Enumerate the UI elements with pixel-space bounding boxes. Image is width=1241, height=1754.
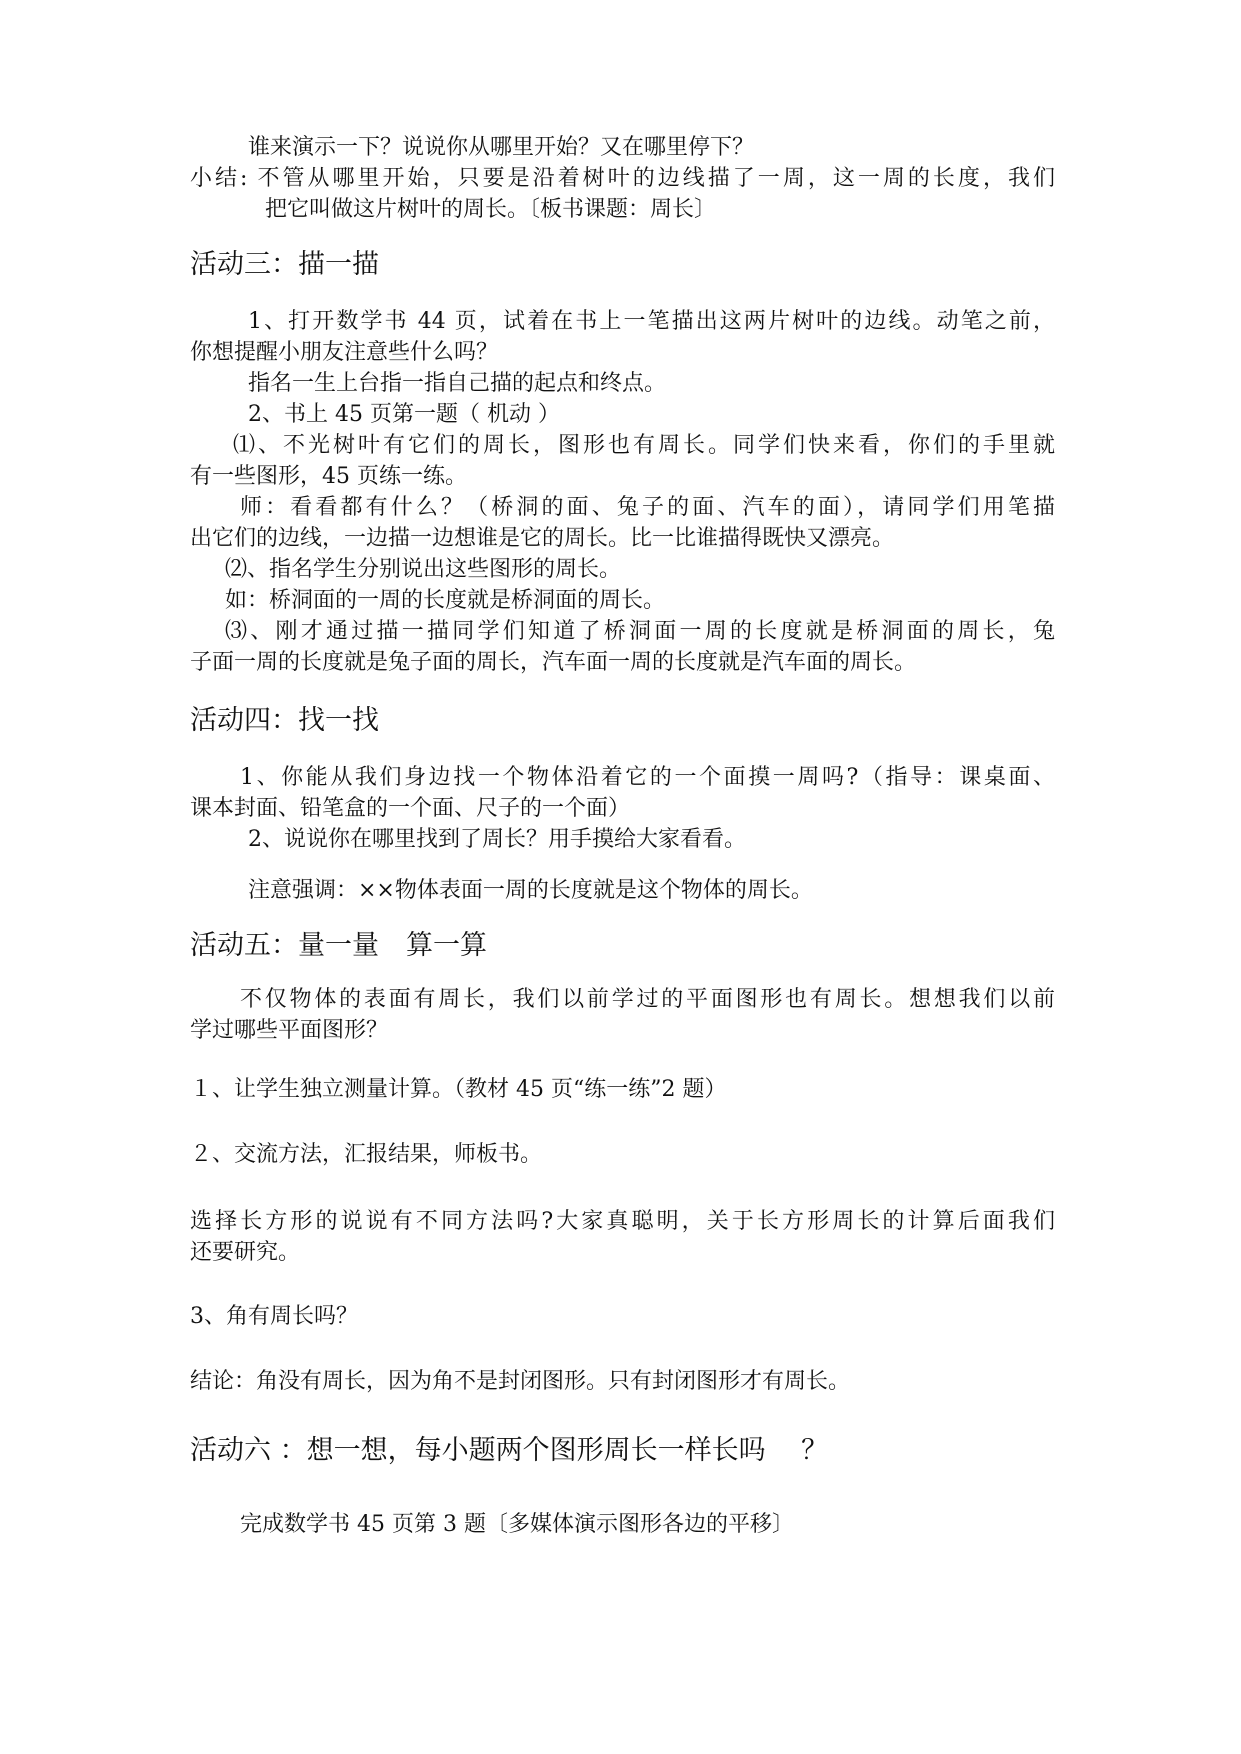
activity3-p3: 2、书上 45 页第一题（ 机动 ）	[248, 402, 560, 427]
activity3-p5-line2: 出它们的边线，一边描一边想谁是它的周长。比一比谁描得既快又漂亮。	[190, 526, 895, 551]
activity3-p1-line2: 你想提醒小朋友注意些什么吗？	[190, 340, 499, 365]
activity5-heading: 活动五：量一量 算一算	[190, 930, 487, 961]
activity3-p4-line2: 有一些图形，45 页练一练。	[190, 464, 467, 489]
activity4-p2: 2、说说你在哪里找到了周长？用手摸给大家看看。	[248, 827, 746, 852]
activity4-p1-line2: 课本封面、铅笔盒的一个面、尺子的一个面）	[190, 796, 631, 821]
activity3-p8-line1: ⑶、刚才通过描一描同学们知道了桥洞面一周的长度就是桥洞面的周长，兔	[225, 619, 1055, 644]
activity5-p5: 3、角有周长吗？	[190, 1304, 358, 1329]
activity5-p3: ２、交流方法，汇报结果，师板书。	[190, 1142, 543, 1167]
activity3-p2: 指名一生上台指一指自己描的起点和终点。	[248, 371, 667, 396]
summary-line-2: 把它叫做这片树叶的周长。〔板书课题：周长〕	[265, 197, 717, 222]
activity5-p4-line2: 还要研究。	[190, 1240, 301, 1265]
activity3-p4-line1: ⑴、不光树叶有它们的周长，图形也有周长。同学们快来看，你们的手里就	[233, 433, 1055, 458]
activity5-p1-line2: 学过哪些平面图形？	[190, 1018, 389, 1043]
activity3-p8-line2: 子面一周的长度就是兔子面的周长，汽车面一周的长度就是汽车面的周长。	[190, 650, 917, 675]
activity5-p4-line1: 选择长方形的说说有不同方法吗?大家真聪明，关于长方形周长的计算后面我们	[190, 1209, 1055, 1234]
activity3-p1-line1: 1、打开数学书 44 页，试着在书上一笔描出这两片树叶的边线。动笔之前，	[248, 309, 1055, 334]
activity3-p6: ⑵、指名学生分别说出这些图形的周长。	[225, 557, 622, 582]
activity5-p1-line1: 不仅物体的表面有周长，我们以前学过的平面图形也有周长。想想我们以前	[240, 987, 1055, 1012]
activity6-p1: 完成数学书 45 页第 3 题〔多媒体演示图形各边的平移〕	[240, 1512, 794, 1537]
intro-line: 谁来演示一下？说说你从哪里开始？又在哪里停下？	[248, 135, 755, 160]
activity3-heading: 活动三：描一描	[190, 249, 379, 280]
activity5-p6: 结论：角没有周长，因为角不是封闭图形。只有封闭图形才有周长。	[190, 1369, 851, 1394]
activity4-p3: 注意强调：××物体表面一周的长度就是这个物体的周长。	[248, 878, 813, 903]
summary-line-1: 小结: 不管从哪里开始，只要是沿着树叶的边线描了一周，这一周的长度，我们	[190, 166, 1055, 191]
activity3-p5-line1: 师：看看都有什么？（桥洞的面、兔子的面、汽车的面），请同学们用笔描	[240, 495, 1055, 520]
activity4-p1-line1: 1、你能从我们身边找一个物体沿着它的一个面摸一周吗?（指导：课桌面、	[240, 765, 1055, 790]
activity5-p2: １、让学生独立测量计算。（教材 45 页“练一练”2 题）	[190, 1077, 727, 1102]
activity4-heading: 活动四：找一找	[190, 705, 379, 736]
activity6-heading: 活动六 ：想一想，每小题两个图形周长一样长吗 ？	[190, 1435, 829, 1466]
activity3-p7: 如：桥洞面的一周的长度就是桥洞面的周长。	[225, 588, 666, 613]
